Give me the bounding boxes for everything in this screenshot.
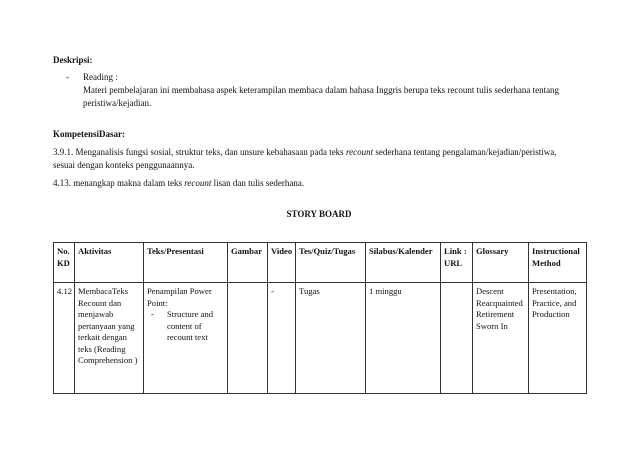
cell-video: - bbox=[268, 283, 296, 394]
cell-teks-presentasi bbox=[144, 283, 228, 394]
cell-instructional-method: Presentation, Practice, and Production bbox=[529, 283, 587, 394]
cell-link bbox=[441, 283, 473, 394]
kd2-text-pre: 4.13. menangkap makna dalam teks bbox=[53, 178, 182, 188]
reading-item-text-line1: Materi pembelajaran ini membahasa aspek keterampilan membaca dalam bahasa Inggris berupa teks recount tulis sederhana tentang bbox=[83, 85, 560, 95]
cell-tes: Tugas bbox=[296, 283, 366, 394]
cell-silabus: 1 minggu bbox=[366, 283, 441, 394]
kd2-text-post: lisan dan tulis sederhana. bbox=[213, 178, 305, 188]
kd1-text-pre: 3.9.1. Menganalisis fungsi sosial, struktur teks, dan unsure kebahasaan pada teks bbox=[53, 147, 344, 157]
kd1-text-line2: sesuai dengan konteks penggunaannya. bbox=[53, 160, 195, 170]
teks-bullet-item bbox=[147, 309, 224, 344]
header-silabus-kalender: Silabus/Kalender bbox=[366, 243, 441, 283]
kd1-text-em: recount bbox=[345, 147, 374, 157]
table-header-row bbox=[54, 243, 587, 283]
teks-bullet-dash: - bbox=[151, 309, 154, 319]
header-glossary: Glossary bbox=[473, 243, 529, 283]
kd1-text-post: sederhana tentang pengalaman/kejadian/peristiwa, bbox=[375, 147, 557, 157]
cell-gambar bbox=[228, 283, 268, 394]
kd2-text-em: recount bbox=[184, 178, 212, 188]
bullet-dash: - bbox=[66, 72, 69, 82]
header-video: Video bbox=[268, 243, 296, 283]
kd-3-9-1 bbox=[53, 147, 557, 157]
deskripsi-heading: Deskripsi: bbox=[53, 55, 93, 65]
reading-item-text-line2: peristiwa/kejadian. bbox=[83, 98, 152, 108]
header-tes-quiz-tugas: Tes/Quiz/Tugas bbox=[296, 243, 366, 283]
storyboard-title: STORY BOARD bbox=[286, 209, 352, 219]
reading-item-title: Reading : bbox=[83, 72, 118, 82]
cell-no-kd: 4.12 bbox=[54, 283, 75, 394]
storyboard-table bbox=[53, 242, 587, 394]
kompetensi-heading: KompetensiDasar: bbox=[53, 129, 125, 139]
teks-intro: Penampilan Power Point: bbox=[147, 286, 212, 308]
header-aktivitas: Aktivitas bbox=[75, 243, 144, 283]
header-gambar: Gambar bbox=[228, 243, 268, 283]
header-teks-presentasi: Teks/Presentasi bbox=[144, 243, 228, 283]
teks-bullet-text: Structure and content of recount text bbox=[167, 309, 214, 342]
cell-aktivitas: MembacaTeks Recount dan menjawab pertanyaan yang terkait dengan teks (Reading Comprehension ) bbox=[75, 283, 144, 394]
kd-4-13 bbox=[53, 178, 304, 188]
cell-glossary: Descent Reacquainted Retirement Sworn In bbox=[473, 283, 529, 394]
header-instructional-method: Instructional Method bbox=[529, 243, 587, 283]
header-link-url: Link : URL bbox=[441, 243, 473, 283]
table-row bbox=[54, 283, 587, 394]
header-no-kd: No. KD bbox=[54, 243, 75, 283]
